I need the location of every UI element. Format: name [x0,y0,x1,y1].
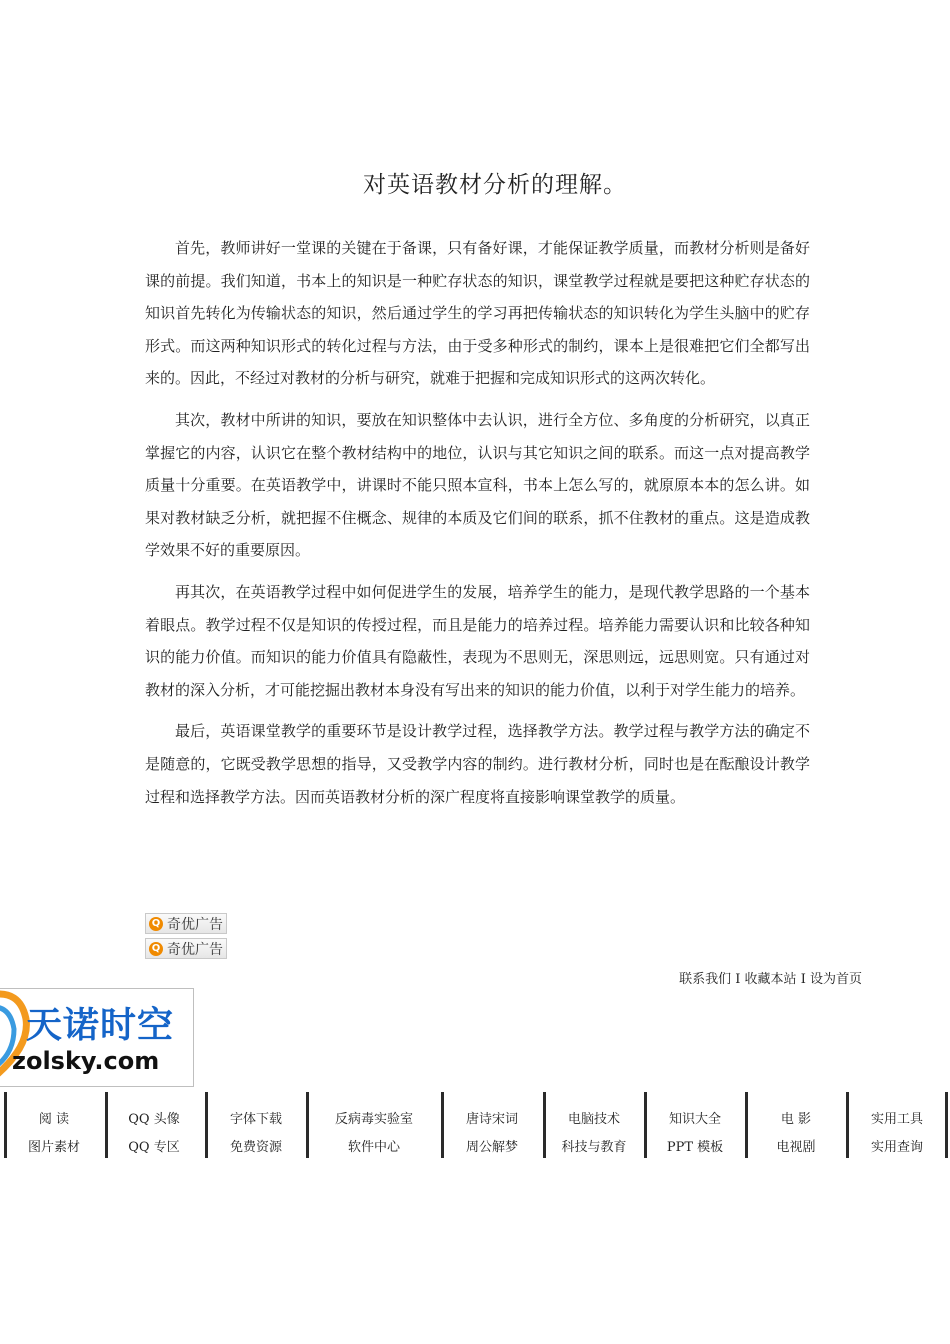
nav-link[interactable]: 免费资源 [229,1140,282,1155]
link-separator: I [800,972,806,987]
nav-link[interactable]: 阅 读 [38,1112,70,1127]
nav-link[interactable]: 电 影 [780,1112,812,1127]
paragraph-2: 其次，教材中所讲的知识，要放在知识整体中去认识，进行全方位、多角度的分析研究，以真正掌握它的内容，认识它在整个教材结构中的地位，认识与其它知识之间的联系。而这一点对提高教学质量十分重要。在英语教学中，讲课时不能只照本宣科，书本上怎么写的，就原原本本的怎么讲。如果对教材缺乏分析，就把握不住概念、规律的本质及它们间的联系，抓不住教材的重点。这是造成教学效果不好的重要原因。 [145,410,810,560]
nav-group-1 [14,1106,94,1162]
bookmark-link[interactable]: 收藏本站 [744,972,797,987]
nav-link[interactable]: 图片素材 [27,1140,80,1155]
link-separator: I [735,972,741,987]
ad-link-1[interactable] [145,913,227,934]
bottom-navigation [0,1092,950,1162]
logo-chinese-text: 天诺时空 [26,1005,175,1046]
nav-link[interactable]: 电脑技术 [567,1112,620,1127]
footer-links [679,968,862,987]
nav-group-4 [316,1106,432,1162]
nav-link[interactable]: 唐诗宋词 [465,1112,518,1127]
ad-link-2[interactable] [145,938,227,959]
nav-divider [745,1092,748,1158]
nav-link[interactable]: 字体下载 [229,1112,282,1127]
nav-divider [4,1092,7,1158]
nav-link[interactable]: 科技与教育 [561,1140,627,1155]
nav-group-5 [450,1106,534,1162]
nav-divider [644,1092,647,1158]
nav-group-8 [754,1106,838,1162]
nav-divider [441,1092,444,1158]
contact-link[interactable]: 联系我们 [679,972,732,987]
nav-link[interactable]: QQ 专区 [128,1140,180,1155]
ad-label: 奇优广告 [167,916,223,933]
qiyou-q-icon: Q [149,917,163,931]
paragraph-4: 最后，英语课堂教学的重要环节是设计教学过程，选择教学方法。教学过程与教学方法的确定不是随意的，它既受教学思想的指导，又受教学内容的制约。进行教材分析，同时也是在酝酿设计教学过程和选择教学方法。因而英语教材分析的深广程度将直接影响课堂教学的质量。 [145,722,810,806]
nav-link[interactable]: 反病毒实验室 [334,1112,413,1127]
nav-link[interactable]: 周公解梦 [465,1140,518,1155]
nav-divider [945,1092,948,1158]
nav-divider [846,1092,849,1158]
document-title: 对英语教材分析的理解。 [363,172,627,198]
nav-divider [306,1092,309,1158]
nav-link[interactable]: 实用查询 [870,1140,923,1155]
nav-link[interactable]: PPT 模板 [666,1140,724,1155]
ad-label: 奇优广告 [167,941,223,958]
homepage-link[interactable]: 设为首页 [809,972,862,987]
nav-divider [543,1092,546,1158]
nav-group-3 [214,1106,298,1162]
site-logo[interactable] [0,988,194,1087]
nav-divider [205,1092,208,1158]
nav-group-9 [855,1106,939,1162]
logo-domain-text: zolsky.com [12,1047,160,1075]
article-body [145,232,810,822]
nav-group-6 [552,1106,636,1162]
paragraph-1: 首先，教师讲好一堂课的关键在于备课，只有备好课，才能保证教学质量，而教材分析则是备好课的前提。我们知道，书本上的知识是一种贮存状态的知识，课堂教学过程就是要把这种贮存状态的知识首先转化为传输状态的知识，然后通过学生的学习再把传输状态的知识转化为学生头脑中的贮存形式。而这两种知识形式的转化过程与方法，由于受多种形式的制约，课本上是很难把它们全都写出来的。因此，不经过对教材的分析与研究，就难于把握和完成知识形式的这两次转化。 [145,239,810,388]
nav-link[interactable]: 实用工具 [870,1112,923,1127]
nav-link[interactable]: 电视剧 [776,1140,816,1155]
nav-divider [105,1092,108,1158]
nav-link[interactable]: 知识大全 [668,1112,721,1127]
nav-link[interactable]: QQ 头像 [128,1112,180,1127]
nav-group-2 [114,1106,194,1162]
qiyou-q-icon: Q [149,942,163,956]
paragraph-3: 再其次，在英语教学过程中如何促进学生的发展，培养学生的能力，是现代教学思路的一个基本着眼点。教学过程不仅是知识的传授过程，而且是能力的培养过程。培养能力需要认识和比较各种知识的能力价值。而知识的能力价值具有隐蔽性，表现为不思则无，深思则远，远思则宽。只有通过对教材的深入分析，才可能挖掘出教材本身没有写出来的知识的能力价值，以利于对学生能力的培养。 [145,582,810,699]
nav-group-7 [653,1106,737,1162]
nav-link[interactable]: 软件中心 [347,1140,400,1155]
